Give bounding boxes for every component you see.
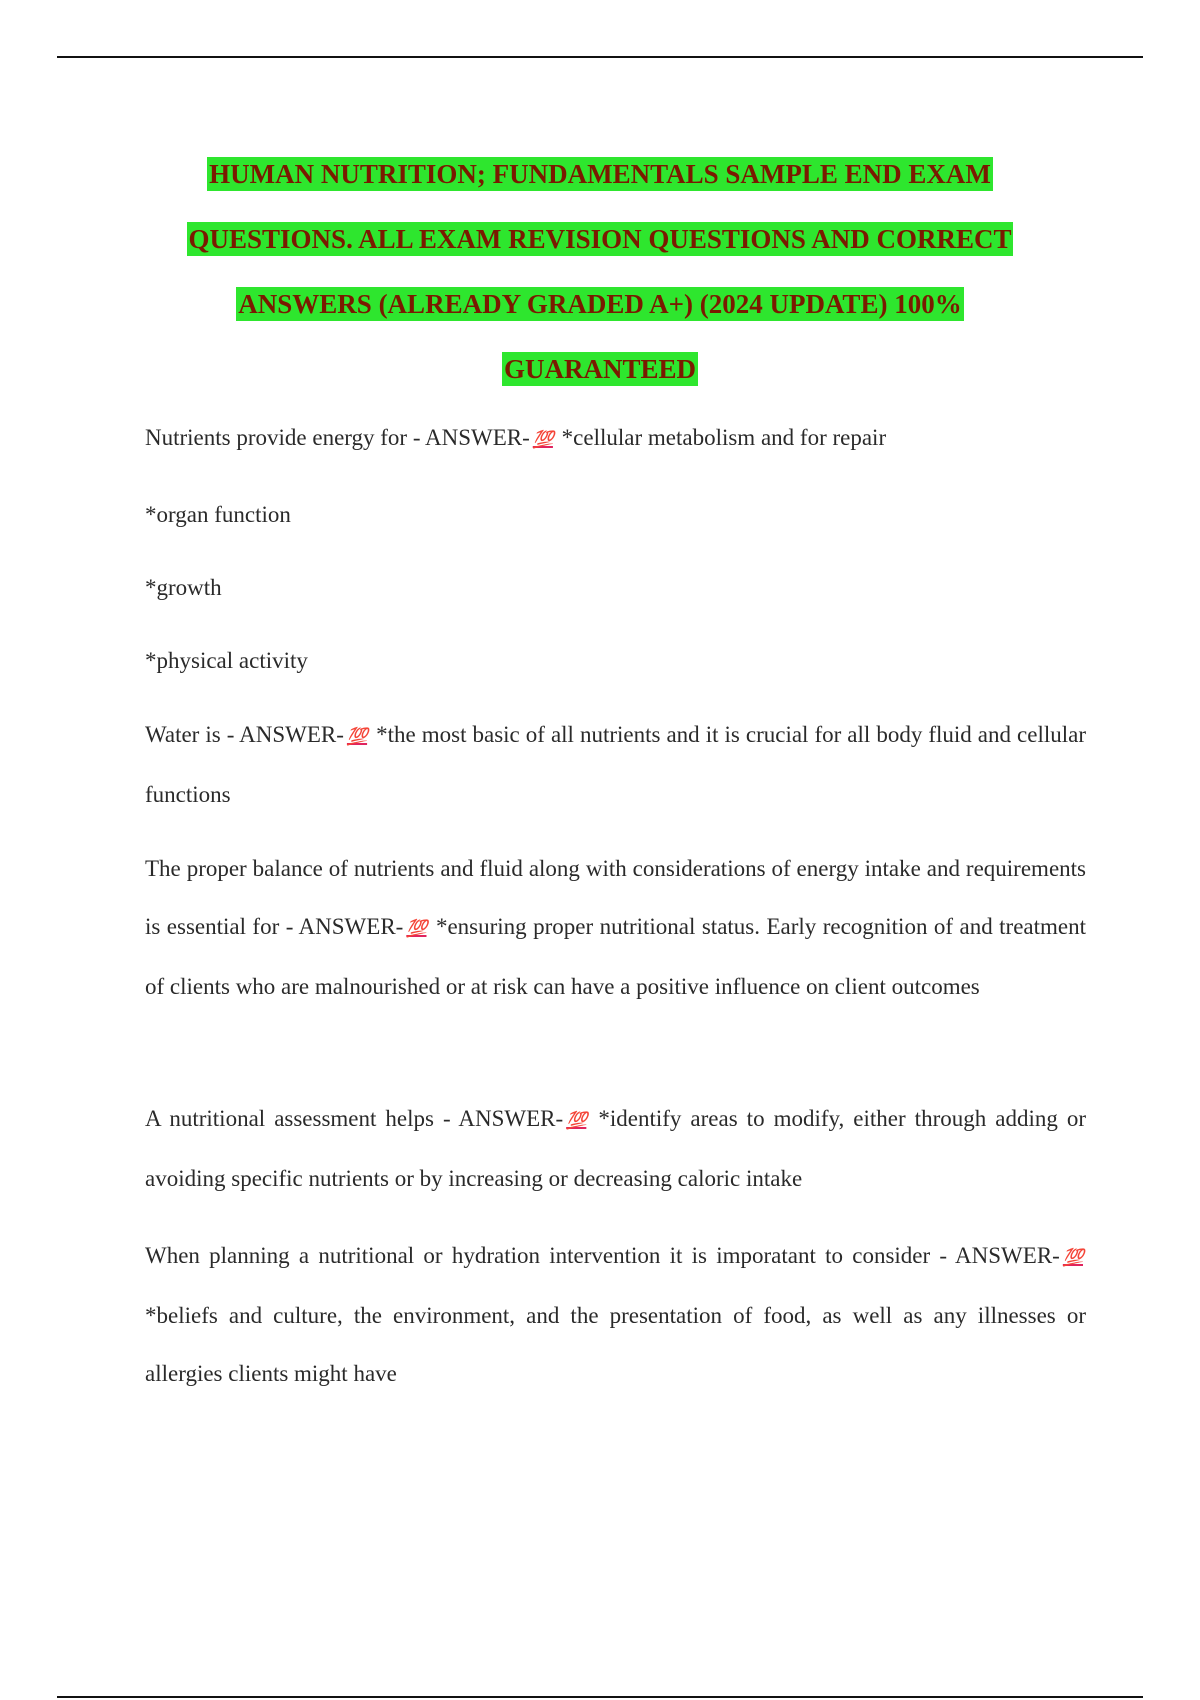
answer-bullet: *organ function (145, 502, 291, 527)
hundred-points-icon: 💯 (532, 430, 553, 450)
answer-text: *identify areas to modify, either through adding or avoiding specific nutrients or by increasing or decreasing caloric intake (145, 1106, 1087, 1191)
title-line: HUMAN NUTRITION; FUNDAMENTALS SAMPLE END EXAM (209, 159, 991, 189)
hundred-points-icon: 💯 (566, 1111, 587, 1131)
question-text: Nutrients provide energy for - ANSWER- (145, 425, 530, 450)
title-line: QUESTIONS. ALL EXAM REVISION QUESTIONS AND CORRECT (188, 224, 1012, 254)
hundred-points-icon: 💯 (1062, 1248, 1083, 1268)
answer-bullet: *physical activity (145, 648, 308, 673)
title-line: ANSWERS (ALREADY GRADED A+) (2024 UPDATE) 100% (238, 289, 962, 319)
question-text: Water is - ANSWER- (145, 722, 344, 747)
question-text: The proper balance of nutrients and fluid along with considerations of energy intake and requirements is essential for - ANSWER- (145, 856, 1086, 939)
document-title (80, 142, 1120, 402)
answer-text: *the most basic of all nutrients and it is crucial for all body fluid and cellular functions (145, 722, 1086, 807)
answer-text: *ensuring proper nutritional status. Early recognition of and treatment of clients who are malnourished or at risk can have a positive influence on client outcomes (145, 914, 1087, 999)
qa-item-2 (145, 706, 1086, 824)
bottom-rule (57, 1696, 1143, 1698)
hundred-points-icon: 💯 (346, 727, 368, 747)
qa-item-5 (145, 1227, 1086, 1403)
answer-text: *beliefs and culture, the environment, and the presentation of food, as well as any illnesses or allergies clients might have (145, 1303, 1086, 1386)
title-line: GUARANTEED (503, 354, 697, 384)
hundred-points-icon: 💯 (406, 919, 427, 939)
qa-item-1 (145, 425, 886, 451)
qa-item-4 (145, 1090, 1086, 1208)
answer-text: *cellular metabolism and for repair (561, 425, 887, 450)
question-text: When planning a nutritional or hydration intervention it is imporatant to consider - ANSWER- (145, 1243, 1060, 1268)
top-rule (57, 56, 1143, 58)
qa-item-3 (145, 840, 1086, 1016)
answer-bullet: *growth (145, 575, 222, 600)
question-text: A nutritional assessment helps - ANSWER- (145, 1106, 564, 1131)
